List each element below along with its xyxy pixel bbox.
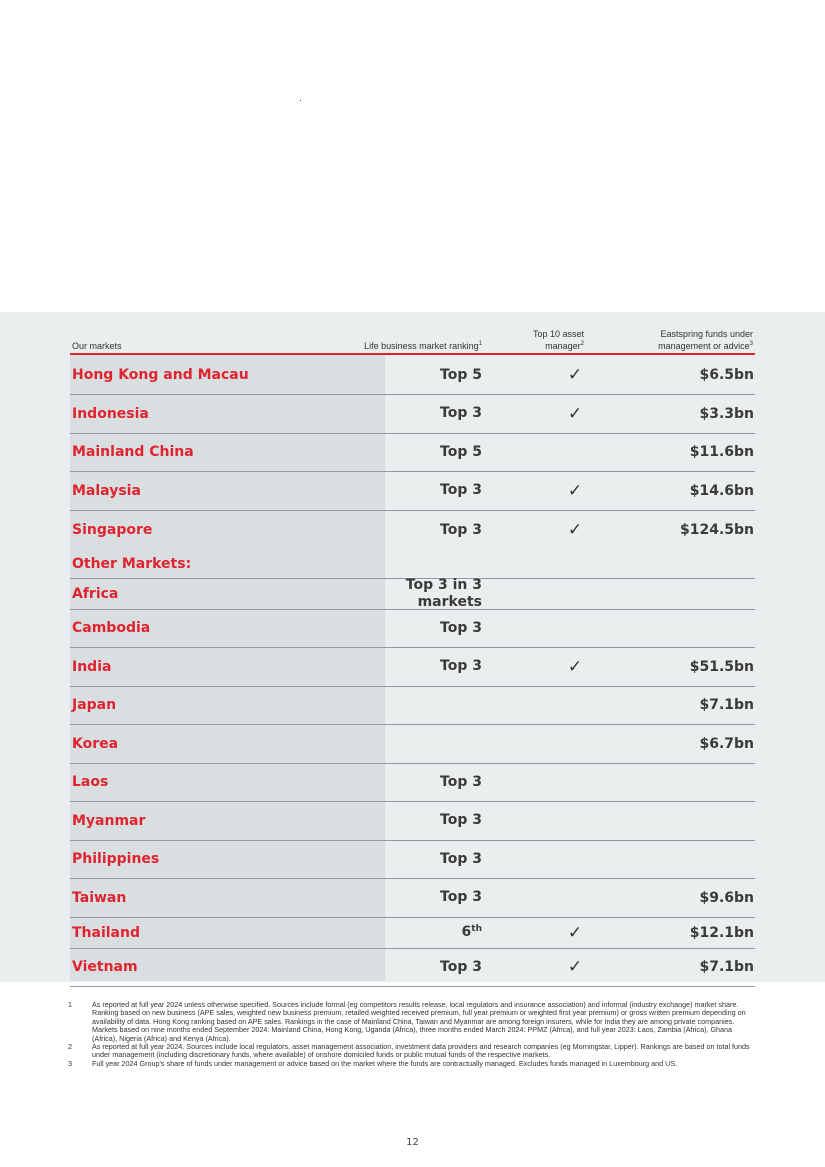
check-icon: ✓ bbox=[567, 957, 583, 977]
market-ranking: Top 3 in 3 markets bbox=[405, 576, 482, 610]
market-name: Korea bbox=[72, 735, 119, 752]
table-row bbox=[70, 948, 755, 987]
market-ranking: Top 3 bbox=[440, 482, 482, 498]
market-name: Other Markets: bbox=[72, 556, 192, 572]
market-ranking: Top 3 bbox=[440, 958, 482, 975]
check-icon: ✓ bbox=[567, 403, 583, 424]
market-ranking: 6 $^{th}$ bbox=[461, 924, 482, 940]
header-rule bbox=[70, 353, 755, 355]
table-row bbox=[70, 878, 755, 918]
market-name: Malaysia bbox=[72, 482, 141, 499]
market-ranking: Top 3 bbox=[440, 658, 482, 674]
market-name: Thailand bbox=[72, 924, 140, 941]
funds-value: $9.6bn bbox=[699, 889, 754, 906]
market-ranking: Top 5 bbox=[440, 443, 482, 460]
market-name: Taiwan bbox=[72, 889, 127, 906]
market-ranking: Top 3 bbox=[440, 619, 482, 636]
header-ranking: Life business market ranking$^1$ bbox=[364, 341, 482, 351]
check-icon: ✓ bbox=[567, 922, 583, 943]
market-ranking: Top 5 bbox=[440, 366, 482, 383]
funds-value: $6.7bn bbox=[699, 735, 754, 752]
market-ranking: Top 3 bbox=[440, 521, 482, 538]
funds-value: $124.5bn bbox=[679, 522, 754, 538]
table-row bbox=[70, 471, 755, 511]
funds-value: $6.5bn bbox=[699, 367, 754, 383]
funds-value: $7.1bn bbox=[699, 697, 754, 713]
funds-value: $3.3bn bbox=[699, 405, 754, 422]
market-name: Vietnam bbox=[72, 959, 138, 975]
check-icon: ✓ bbox=[567, 365, 583, 385]
market-name: Africa bbox=[72, 585, 119, 602]
market-name: Myanmar bbox=[72, 812, 146, 829]
check-icon bbox=[565, 840, 585, 878]
market-name: Singapore bbox=[72, 522, 153, 538]
market-ranking: Top 3 bbox=[440, 812, 482, 828]
table-row bbox=[70, 433, 755, 472]
table-row bbox=[70, 578, 755, 610]
check-icon bbox=[565, 578, 585, 609]
header-asset-manager: Top 10 asset manager$^2$ bbox=[532, 329, 584, 351]
footnote: 1 As reported at full year 2024 unless otherwise specified. Sources include formal (eg competitors results release, local regulators and insurance association) and informal (industry exchange) market share. Ranking based on new business (APE sales, weighted new business premium, retailed weighted received premium, full year premium or weighted first year premium) or gross written premium depending on availability of data. Hong Kong ranking based on APE sales. Rankings in the case of Mainland China, Taiwan and Myanmar are among foreign insurers, while for India they are among private companies. Markets based on nine months ended September 2024: Mainland China, Hong Kong, Uganda (Africa), three months ended March 2024: PPMZ (Africa), and full year 2023: Laos, Zambia (Africa), Ghana (Africa), Nigeria (Africa) and Kenya (Africa). bbox=[68, 1000, 746, 1043]
check-icon bbox=[565, 550, 585, 578]
market-ranking: Top 3 bbox=[440, 773, 482, 790]
table-row bbox=[70, 724, 755, 764]
table-row bbox=[70, 647, 755, 687]
check-icon: ✓ bbox=[567, 520, 583, 540]
table-row bbox=[70, 550, 755, 579]
check-icon bbox=[565, 609, 585, 647]
market-name: Philippines bbox=[72, 851, 160, 867]
market-ranking: Top 3 bbox=[440, 405, 482, 421]
market-name: Cambodia bbox=[72, 620, 151, 636]
check-icon bbox=[565, 724, 585, 763]
market-name: Indonesia bbox=[72, 405, 149, 422]
market-name: Laos bbox=[72, 774, 109, 790]
funds-value: $7.1bn bbox=[699, 959, 754, 975]
funds-value: $14.6bn bbox=[689, 482, 754, 499]
market-name: Hong Kong and Macau bbox=[72, 367, 249, 383]
market-ranking: Top 3 bbox=[440, 850, 482, 867]
funds-value: $11.6bn bbox=[689, 444, 754, 460]
table-row bbox=[70, 356, 755, 395]
market-name: Mainland China bbox=[72, 444, 194, 460]
table-row bbox=[70, 917, 755, 949]
stray-dot bbox=[300, 100, 301, 101]
check-icon bbox=[565, 763, 585, 801]
check-icon bbox=[565, 686, 585, 724]
funds-value: $51.5bn bbox=[689, 658, 754, 675]
table-row bbox=[70, 840, 755, 879]
table-row bbox=[70, 801, 755, 841]
check-icon bbox=[565, 878, 585, 917]
market-ranking: Top 3 bbox=[440, 889, 482, 905]
table-header bbox=[70, 312, 755, 354]
table-row bbox=[70, 763, 755, 802]
table-row bbox=[70, 609, 755, 648]
table-row bbox=[70, 510, 755, 550]
header-markets: Our markets bbox=[72, 341, 122, 351]
market-name: India bbox=[72, 658, 112, 675]
check-icon bbox=[565, 433, 585, 471]
check-icon: ✓ bbox=[567, 656, 583, 677]
table-row bbox=[70, 686, 755, 725]
footnote: 3 Full year 2024 Group's share of funds under management or advice based on the market where the funds are contractually managed. Excludes funds managed in Luxembourg and US. bbox=[68, 1058, 678, 1068]
footnotes bbox=[68, 1001, 758, 1068]
page-number: 12 bbox=[406, 1137, 419, 1148]
funds-value: $12.1bn bbox=[689, 924, 754, 941]
check-icon: ✓ bbox=[567, 480, 583, 501]
header-funds: Eastspring funds under management or advice$^3$ bbox=[658, 329, 753, 351]
table-row bbox=[70, 394, 755, 434]
footnote: 2 As reported at full year 2024. Sources include local regulators, asset management association, investment data providers and research companies (eg Morningstar, Lipper). Rankings are based on total funds under management (including discretionary funds, where available) of onshore domiciled funds or public mutual funds of the respective markets. bbox=[68, 1042, 750, 1060]
check-icon bbox=[565, 801, 585, 840]
market-name: Japan bbox=[72, 697, 117, 713]
